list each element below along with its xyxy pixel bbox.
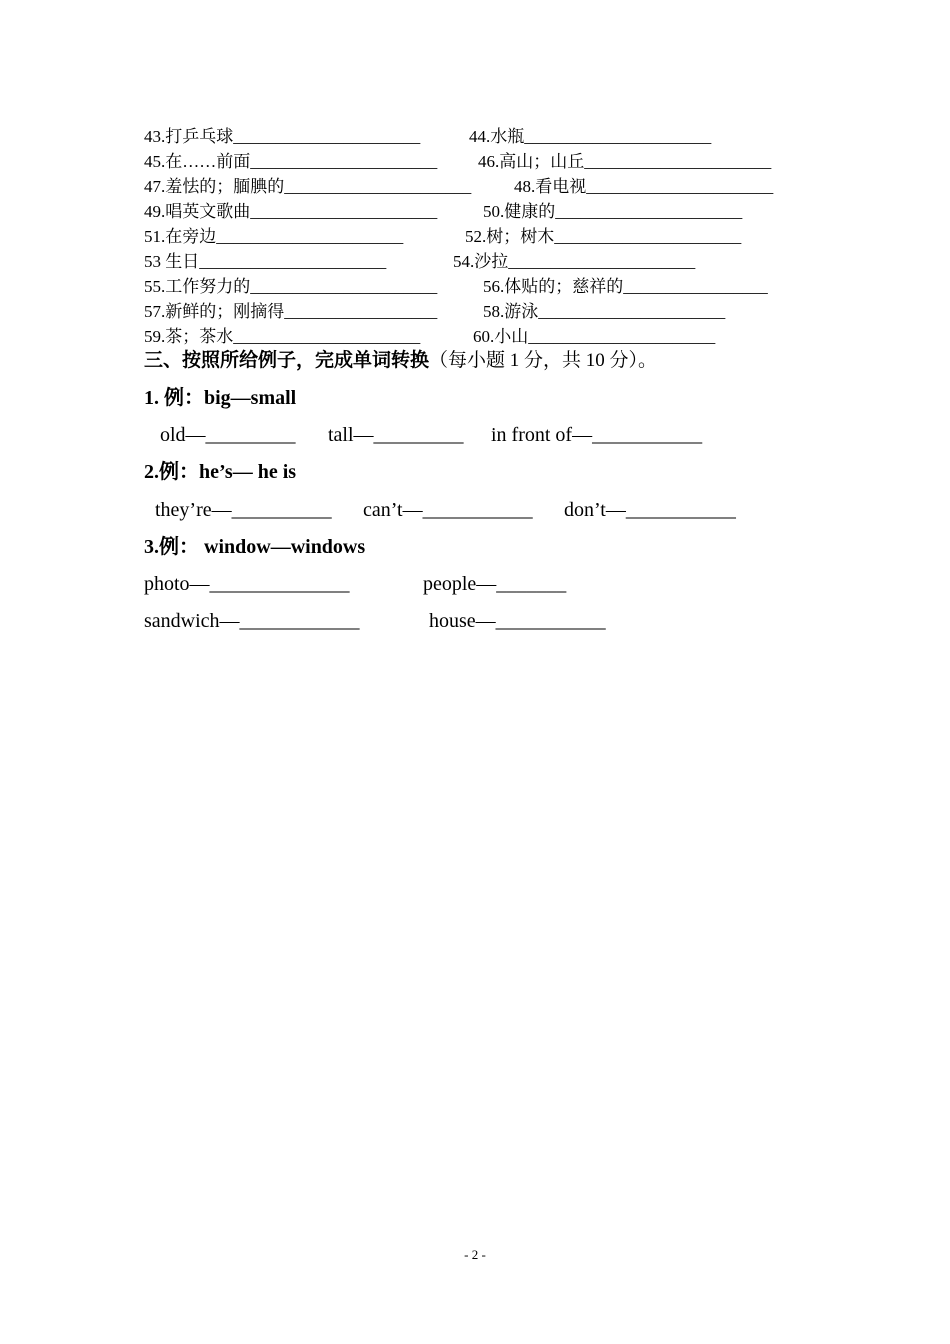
answer-item: people—_______ — [423, 573, 567, 595]
vocab-row — [144, 299, 844, 324]
answer-item: house—___________ — [429, 610, 606, 632]
vocab-item: 46.高山；山丘______________________ — [478, 152, 772, 171]
example-label: 3.例： window—windows — [144, 536, 366, 558]
vocab-item: 53 生日______________________ — [144, 252, 387, 271]
vocab-item: 47.羞怯的；腼腆的______________________ — [144, 177, 472, 196]
vocab-row — [144, 149, 844, 174]
answer-item: sandwich—____________ — [144, 610, 360, 632]
vocab-item: 58.游泳______________________ — [483, 302, 726, 321]
example-label: 1. 例：big—small — [144, 387, 297, 409]
vocab-row — [144, 224, 844, 249]
vocab-item: 48.看电视______________________ — [514, 177, 774, 196]
vocab-item: 50.健康的______________________ — [483, 202, 743, 221]
vocab-item: 55.工作努力的______________________ — [144, 277, 438, 296]
vocab-item: 60.小山______________________ — [473, 327, 716, 346]
answer-item: tall—_________ — [328, 424, 464, 446]
vocab-item: 45.在……前面______________________ — [144, 152, 438, 171]
answer-item: can’t—___________ — [363, 499, 533, 521]
vocab-item: 57.新鲜的；刚摘得__________________ — [144, 302, 438, 321]
vocab-row — [144, 174, 844, 199]
section-title-note: （每小题 1 分，共 10 分）。 — [429, 350, 658, 371]
answer-item: don’t—___________ — [564, 499, 736, 521]
answer-item: they’re—__________ — [155, 499, 332, 521]
answer-item: old—_________ — [160, 424, 296, 446]
vocab-item: 44.水瓶______________________ — [469, 127, 712, 146]
vocab-row — [144, 199, 844, 224]
section-title — [144, 346, 657, 375]
vocab-item: 54.沙拉______________________ — [453, 252, 696, 271]
page-number: - 2 - — [464, 1247, 486, 1262]
vocab-row — [144, 249, 844, 274]
vocab-item: 56.体贴的；慈祥的_________________ — [483, 277, 768, 296]
vocab-item: 59.茶；茶水______________________ — [144, 327, 421, 346]
section-title-bold: 三、按照所给例子，完成单词转换 — [144, 349, 430, 371]
vocab-item: 51.在旁边______________________ — [144, 227, 404, 246]
answer-item: photo—______________ — [144, 573, 350, 595]
vocab-item: 52.树；树木______________________ — [465, 227, 742, 246]
vocab-row — [144, 274, 844, 299]
example-label: 2.例：he’s— he is — [144, 461, 297, 483]
vocab-list — [144, 124, 844, 349]
vocab-item: 49.唱英文歌曲______________________ — [144, 202, 438, 221]
vocab-item: 43.打乒乓球______________________ — [144, 127, 421, 146]
vocab-row — [144, 124, 844, 149]
answer-item: in front of—___________ — [491, 424, 703, 446]
